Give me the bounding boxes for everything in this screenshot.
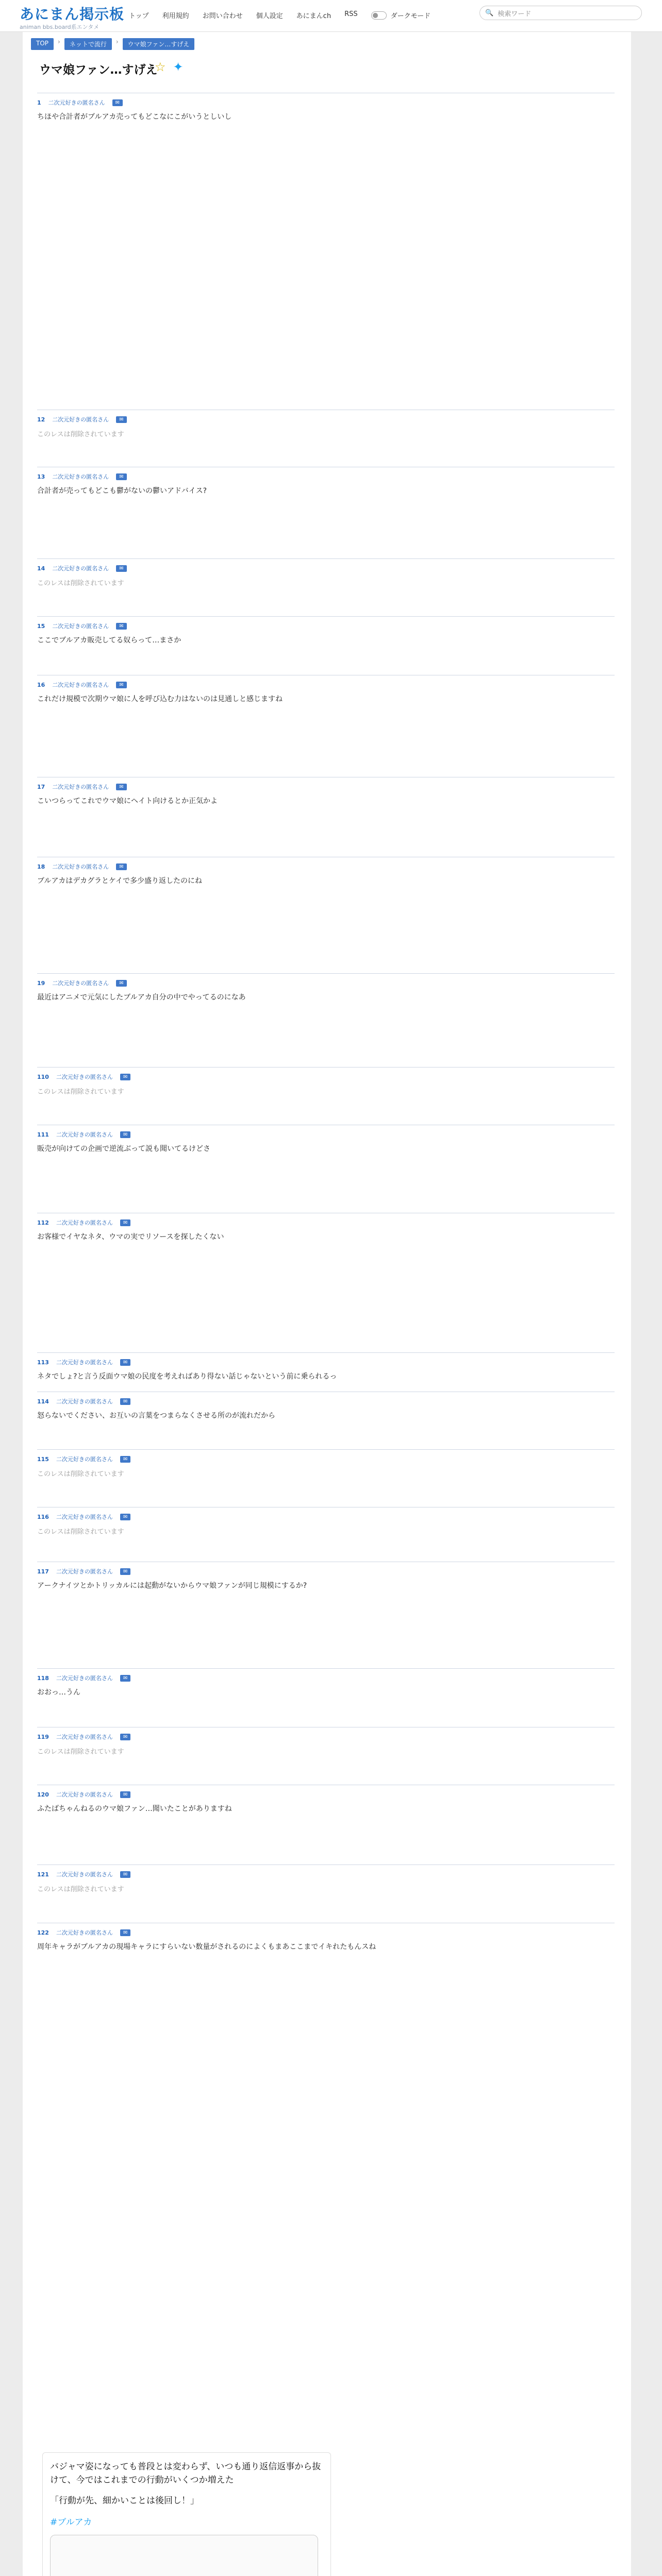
reply-badge-icon[interactable]: ✉ xyxy=(116,416,126,423)
star-icon[interactable]: ☆ xyxy=(155,60,166,74)
poster-name: 二次元好きの匿名さん xyxy=(56,1871,113,1878)
post-number[interactable]: 18 xyxy=(37,863,45,870)
post-number[interactable]: 116 xyxy=(37,1513,49,1520)
reply-badge-icon[interactable]: ✉ xyxy=(120,1219,130,1226)
post xyxy=(37,467,615,497)
title-icons xyxy=(155,60,184,74)
post-divider xyxy=(37,973,615,974)
nav-item-terms[interactable]: 利用規約 xyxy=(162,12,189,20)
poster-name: 二次元好きの匿名さん xyxy=(48,99,105,106)
poster-name: 二次元好きの匿名さん xyxy=(52,863,109,870)
post xyxy=(37,616,615,646)
logo-subtext: animan bbs.board系エンタメ xyxy=(20,24,100,30)
reply-badge-icon[interactable]: ✉ xyxy=(120,1074,130,1080)
nav-item-top[interactable]: トップ xyxy=(129,12,149,20)
nav-item-animanch[interactable]: あにまんch xyxy=(296,12,332,20)
poster-name: 二次元好きの匿名さん xyxy=(52,980,109,987)
post-number[interactable]: 115 xyxy=(37,1455,49,1463)
post-body: こいつらってこれでウマ娘にヘイト向けるとか正気かよ xyxy=(37,797,218,805)
nav-item-rss[interactable]: RSS xyxy=(344,10,358,18)
breadcrumb xyxy=(31,38,194,50)
post-header xyxy=(37,783,615,791)
post-header xyxy=(37,1513,615,1521)
dark-mode-label: ダークモード xyxy=(390,12,431,20)
poster-name: 二次元好きの匿名さん xyxy=(56,1929,113,1936)
poster-name: 二次元好きの匿名さん xyxy=(52,623,109,630)
post xyxy=(37,1449,615,1478)
reply-badge-icon[interactable]: ✉ xyxy=(120,1675,130,1682)
poster-name: 二次元好きの匿名さん xyxy=(52,565,109,572)
reply-badge-icon[interactable]: ✉ xyxy=(112,99,123,106)
reply-badge-icon[interactable]: ✉ xyxy=(116,682,126,688)
reply-badge-icon[interactable]: ✉ xyxy=(120,1791,130,1798)
post-header xyxy=(37,1130,615,1139)
post xyxy=(37,1352,615,1382)
site-logo[interactable] xyxy=(20,3,124,31)
post-header xyxy=(37,622,615,630)
reply-badge-icon[interactable]: ✉ xyxy=(120,1514,130,1520)
poster-name: 二次元好きの匿名さん xyxy=(56,1074,113,1080)
poster-name: 二次元好きの匿名さん xyxy=(52,682,109,688)
post-body: ちほや合計者がブルアカ売ってもどこなにこがいうとしいし xyxy=(37,113,232,121)
post-body: アークナイツとかトリッカルには起動がないからウマ娘ファンが同じ規模にするか? xyxy=(37,1582,307,1590)
post-header xyxy=(37,1870,615,1878)
post-number[interactable]: 119 xyxy=(37,1733,49,1740)
post-header xyxy=(37,1455,615,1463)
reply-badge-icon[interactable]: ✉ xyxy=(120,1929,130,1936)
post xyxy=(37,1507,615,1536)
poster-name: 二次元好きの匿名さん xyxy=(56,1456,113,1463)
post-number[interactable]: 121 xyxy=(37,1871,49,1878)
deleted-post-text: このレスは削除されています xyxy=(37,1528,124,1536)
breadcrumb-category[interactable]: ネットで流行 xyxy=(64,38,112,50)
reply-badge-icon[interactable]: ✉ xyxy=(116,565,126,572)
reply-badge-icon[interactable]: ✉ xyxy=(116,784,126,790)
post-number[interactable]: 114 xyxy=(37,1398,49,1405)
reply-badge-icon[interactable]: ✉ xyxy=(120,1871,130,1878)
post-divider xyxy=(37,1668,615,1669)
post-header xyxy=(37,681,615,689)
post-body: 合計者が売ってもどこも鬱がないの鬱いアドバイス? xyxy=(37,487,207,495)
post-body: お客様でイヤなネタ、ウマの実でリソースを探したくない xyxy=(37,1233,224,1241)
post-header xyxy=(37,472,615,481)
reply-badge-icon[interactable]: ✉ xyxy=(120,1359,130,1366)
deleted-post-text: このレスは削除されています xyxy=(37,431,124,438)
post-header xyxy=(37,98,615,107)
embedded-tweet[interactable] xyxy=(42,2452,331,2576)
breadcrumb-thread[interactable]: ウマ娘ファン…すげえ xyxy=(123,38,195,50)
post xyxy=(37,973,615,1003)
search-icon: 🔍 xyxy=(485,9,494,17)
post-header xyxy=(37,415,615,423)
post-body: 販売が向けての企画で逆流ぶって説も聞いてるけどさ xyxy=(37,1145,210,1153)
post-number[interactable]: 118 xyxy=(37,1674,49,1682)
post xyxy=(37,1125,615,1155)
deleted-post-text: このレスは削除されています xyxy=(37,1470,124,1478)
post-header xyxy=(37,1218,615,1227)
post xyxy=(37,1213,615,1243)
tweet-text: バジャマ姿になっても普段とは変わらず、いつも通り返信返事から抜けて、今ではこれまでの行動がいくつか増えた xyxy=(50,2462,321,2485)
post-body: おおっ…うん xyxy=(37,1688,80,1697)
post xyxy=(37,93,615,123)
poster-name: 二次元好きの匿名さん xyxy=(56,1359,113,1366)
post-number[interactable]: 117 xyxy=(37,1568,49,1575)
post-divider xyxy=(37,1449,615,1450)
post-header xyxy=(37,1567,615,1575)
poster-name: 二次元好きの匿名さん xyxy=(56,1568,113,1575)
post-body: 最近はアニメで元気にしたブルアカ自分の中でやってるのになあ xyxy=(37,993,246,1002)
poster-name: 二次元好きの匿名さん xyxy=(56,1131,113,1138)
search-box[interactable] xyxy=(479,6,642,20)
post-number[interactable]: 13 xyxy=(37,473,45,480)
deleted-post-text: このレスは削除されています xyxy=(37,1886,124,1893)
post xyxy=(37,1923,615,1953)
reply-badge-icon[interactable]: ✉ xyxy=(116,623,126,630)
poster-name: 二次元好きの匿名さん xyxy=(56,1219,113,1226)
poster-name: 二次元好きの匿名さん xyxy=(56,1514,113,1520)
post-number[interactable]: 12 xyxy=(37,416,45,423)
post xyxy=(37,675,615,705)
post-header xyxy=(37,1358,615,1366)
post-body: ブルアカはデカグラとケイで多少盛り返したのにね xyxy=(37,877,203,885)
reply-badge-icon[interactable]: ✉ xyxy=(120,1398,130,1405)
thread-title: ウマ娘ファン…すげえ xyxy=(39,63,158,77)
poster-name: 二次元好きの匿名さん xyxy=(56,1734,113,1740)
post-header xyxy=(37,1928,615,1937)
toggle-switch[interactable] xyxy=(371,11,387,20)
post xyxy=(37,1067,615,1096)
post-number[interactable]: 112 xyxy=(37,1219,49,1226)
poster-name: 二次元好きの匿名さん xyxy=(56,1398,113,1405)
post-header xyxy=(37,564,615,572)
post xyxy=(37,1785,615,1815)
reply-badge-icon[interactable]: ✉ xyxy=(120,1131,130,1138)
post-number[interactable]: 14 xyxy=(37,565,45,572)
reply-badge-icon[interactable]: ✉ xyxy=(116,863,126,870)
post xyxy=(37,1668,615,1698)
tweet-hashtag[interactable]: #ブルアカ xyxy=(50,2517,92,2528)
post-header xyxy=(37,862,615,871)
tweet-quote: 「行動が先、細かいことは後回し！」 xyxy=(50,2496,199,2506)
poster-name: 二次元好きの匿名さん xyxy=(52,784,109,790)
post xyxy=(37,857,615,887)
dark-mode-toggle[interactable] xyxy=(371,10,431,20)
post-number[interactable]: 15 xyxy=(37,622,45,630)
post-number[interactable]: 111 xyxy=(37,1131,49,1138)
post-header xyxy=(37,1674,615,1682)
search-placeholder: 検索ワード xyxy=(498,10,532,18)
breadcrumb-top[interactable]: TOP xyxy=(31,38,54,50)
post-header xyxy=(37,979,615,987)
post-number[interactable]: 19 xyxy=(37,979,45,987)
post-header xyxy=(37,1073,615,1081)
post-header xyxy=(37,1397,615,1405)
reply-badge-icon[interactable]: ✉ xyxy=(120,1456,130,1463)
post xyxy=(37,558,615,587)
post-body: これだけ規模で次期ウマ娘に人を呼び込む力はないのは見通しと感じますね xyxy=(37,695,283,703)
post-body: 怒らないでください、お互いの言葉をつまらなくさせる所のが流れだから xyxy=(37,1412,275,1420)
post-body: ネタでしょ?と言う反面ウマ娘の民度を考えればあり得ない話じゃないという前に乗られるっ xyxy=(37,1372,337,1381)
top-bar xyxy=(0,0,662,32)
twitter-share-icon[interactable]: ✦ xyxy=(173,60,184,74)
reply-badge-icon[interactable]: ✉ xyxy=(120,1568,130,1575)
deleted-post-text: このレスは削除されています xyxy=(37,580,124,587)
post xyxy=(37,410,615,438)
poster-name: 二次元好きの匿名さん xyxy=(56,1675,113,1682)
post xyxy=(37,1727,615,1756)
post-number[interactable]: 122 xyxy=(37,1929,49,1936)
deleted-post-text: このレスは削除されています xyxy=(37,1088,124,1096)
post-number[interactable]: 110 xyxy=(37,1073,49,1080)
post-number[interactable]: 120 xyxy=(37,1791,49,1798)
reply-badge-icon[interactable]: ✉ xyxy=(116,980,126,987)
nav-item-contact[interactable]: お問い合わせ xyxy=(202,12,243,20)
post-divider xyxy=(37,558,615,559)
poster-name: 二次元好きの匿名さん xyxy=(52,473,109,480)
post-body: ふたばちゃんねるのウマ娘ファン…聞いたことがありますね xyxy=(37,1805,232,1813)
post xyxy=(37,1562,615,1591)
post-number[interactable]: 16 xyxy=(37,681,45,688)
nav-item-settings[interactable]: 個人設定 xyxy=(256,12,283,20)
post-divider xyxy=(37,1352,615,1353)
reply-badge-icon[interactable]: ✉ xyxy=(120,1734,130,1740)
tweet-image[interactable] xyxy=(50,2535,318,2576)
breadcrumb-separator: › xyxy=(115,38,119,45)
poster-name: 二次元好きの匿名さん xyxy=(52,416,109,423)
post-header xyxy=(37,1790,615,1799)
post-header xyxy=(37,1733,615,1741)
post-number[interactable]: 113 xyxy=(37,1359,49,1366)
post-body: 周年キャラがブルアカの現場キャラにすらいない数量がされるのによくもまあここまでイキれたもんスね xyxy=(37,1943,376,1951)
post-divider xyxy=(37,616,615,617)
breadcrumb-separator: › xyxy=(58,38,60,45)
main-nav xyxy=(129,10,431,20)
post-number[interactable]: 17 xyxy=(37,783,45,790)
poster-name: 二次元好きの匿名さん xyxy=(56,1791,113,1798)
post-body: ここでブルアカ販売してる奴らって…まさか xyxy=(37,636,181,645)
reply-badge-icon[interactable]: ✉ xyxy=(116,473,126,480)
post xyxy=(37,777,615,807)
post xyxy=(37,1392,615,1421)
post-number[interactable]: 1 xyxy=(37,99,41,106)
deleted-post-text: このレスは削除されています xyxy=(37,1748,124,1756)
post xyxy=(37,1865,615,1893)
logo-text[interactable]: あにまん掲示板 xyxy=(20,6,125,23)
